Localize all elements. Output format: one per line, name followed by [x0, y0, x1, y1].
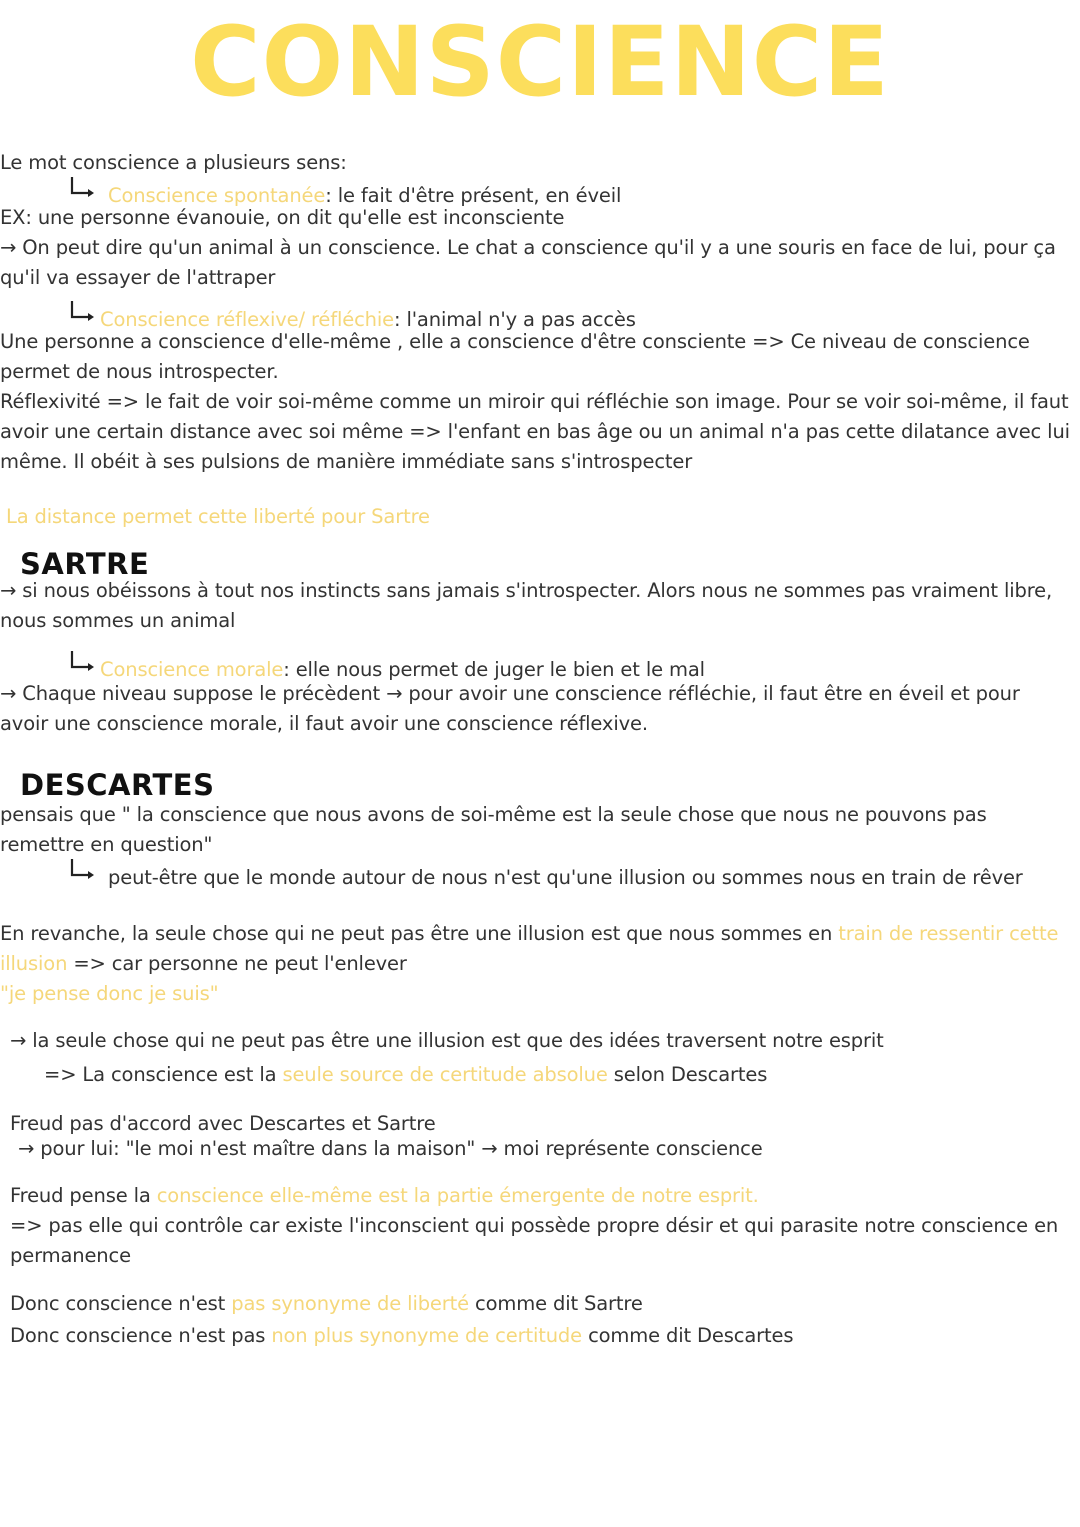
sense-reflexive: [100, 310, 636, 330]
reflexive-line-3: Réflexivité => le fait de voir soi-même comme un miroir qui réfléchie son image. Pour se voir soi-même, il faut: [0, 390, 1069, 413]
revanche-line-2: [0, 954, 407, 974]
sense-spontaneous: [108, 186, 621, 206]
levels-line-1: → Chaque niveau suppose le précèdent → pour avoir une conscience réfléchie, il faut être en éveil et pour: [0, 682, 1020, 705]
reflexive-line-1: Une personne a conscience d'elle-même , elle a conscience d'être consciente => Ce niveau de conscience: [0, 330, 1030, 353]
sartre-line-1: → si nous obéissons à tout nos instincts sans jamais s'introspecter. Alors nous ne sommes pas vraiment libre,: [0, 579, 1053, 602]
certitude-text-a: => La conscience est la: [44, 1063, 283, 1086]
freud-line-4: => pas elle qui contrôle car existe l'inconscient qui possède propre désir et qui parasite notre conscience en: [10, 1214, 1059, 1237]
freud-line-3: [10, 1186, 759, 1206]
descartes-line-2: remettre en question": [0, 833, 213, 856]
conclusion-1-b: comme dit Sartre: [469, 1292, 643, 1315]
descartes-line-1: pensais que " la conscience que nous avons de soi-même est la seule chose que nous ne pouvons pas: [0, 803, 987, 826]
conclusion-line-1: [10, 1294, 643, 1314]
freud-line-5: permanence: [10, 1244, 131, 1267]
freud-line-1: Freud pas d'accord avec Descartes et Sartre: [10, 1112, 436, 1135]
conclusion-2-highlight: non plus synonyme de certitude: [271, 1324, 583, 1347]
reflexive-line-5: même. Il obéit à ses pulsions de manière immédiate sans s'introspecter: [0, 450, 693, 473]
distance-note: La distance permet cette liberté pour Sartre: [6, 505, 430, 528]
sartre-heading: SARTRE: [20, 547, 150, 581]
certitude-highlight: seule source de certitude absolue: [282, 1063, 608, 1086]
freud-highlight: conscience elle-même est la partie émergente de notre esprit.: [156, 1184, 759, 1207]
sense-moral-definition: : elle nous permet de juger le bien et le mal: [283, 658, 705, 681]
sense-reflexive-definition: : l'animal n'y a pas accès: [393, 308, 636, 331]
conclusion-2-b: comme dit Descartes: [582, 1324, 794, 1347]
certitude-line-1: → la seule chose qui ne peut pas être une illusion est que des idées traversent notre esprit: [10, 1029, 884, 1052]
reflexive-line-2: permet de nous introspecter.: [0, 360, 279, 383]
reflexive-line-4: avoir une certain distance avec soi même => l'enfant en bas âge ou un animal n'a pas cette dilatance avec lui: [0, 420, 1070, 443]
levels-line-2: avoir une conscience morale, il faut avoir une conscience réflexive.: [0, 712, 648, 735]
elbow-arrow-icon: [70, 650, 96, 672]
freud-text-a: Freud pense la: [10, 1184, 157, 1207]
sense-spontaneous-definition: : le fait d'être présent, en éveil: [325, 184, 622, 207]
freud-line-2: → pour lui: "le moi n'est maître dans la maison" → moi représente conscience: [18, 1137, 763, 1160]
elbow-arrow-icon: [70, 176, 96, 198]
revanche-rest: => car personne ne peut l'enlever: [67, 952, 407, 975]
animal-line-1: → On peut dire qu'un animal à un conscience. Le chat a conscience qu'il y a une souris en face de lui, pour ça: [0, 236, 1056, 259]
intro-text: Le mot conscience a plusieurs sens:: [0, 151, 347, 174]
sartre-line-2: nous sommes un animal: [0, 609, 236, 632]
example-text: EX: une personne évanouie, on dit qu'elle est inconsciente: [0, 206, 565, 229]
page-title: CONSCIENCE: [190, 6, 890, 118]
conclusion-1-highlight: pas synonyme de liberté: [231, 1292, 469, 1315]
term-spontaneous: Conscience spontanée: [108, 184, 326, 207]
revanche-line-1: [0, 924, 1058, 944]
elbow-arrow-icon: [70, 858, 96, 880]
term-moral: Conscience morale: [100, 658, 284, 681]
revanche-highlight: train de ressentir cette: [838, 922, 1059, 945]
certitude-text-b: selon Descartes: [607, 1063, 768, 1086]
descartes-quote: "je pense donc je suis": [0, 982, 219, 1005]
descartes-heading: DESCARTES: [20, 768, 215, 802]
revanche-text: En revanche, la seule chose qui ne peut pas être une illusion est que nous sommes en: [0, 922, 839, 945]
conclusion-line-2: [10, 1326, 793, 1346]
conclusion-2-a: Donc conscience n'est pas: [10, 1324, 272, 1347]
conclusion-1-a: Donc conscience n'est: [10, 1292, 232, 1315]
elbow-arrow-icon: [70, 300, 96, 322]
certitude-line-2: [44, 1065, 767, 1085]
term-reflexive: Conscience réflexive/ réfléchie: [100, 308, 394, 331]
revanche-highlight-2: illusion: [0, 952, 68, 975]
animal-line-2: qu'il va essayer de l'attraper: [0, 266, 276, 289]
descartes-line-3: peut-être que le monde autour de nous n'est qu'une illusion ou sommes nous en train de rêver: [108, 866, 1023, 889]
sense-moral: [100, 660, 705, 680]
